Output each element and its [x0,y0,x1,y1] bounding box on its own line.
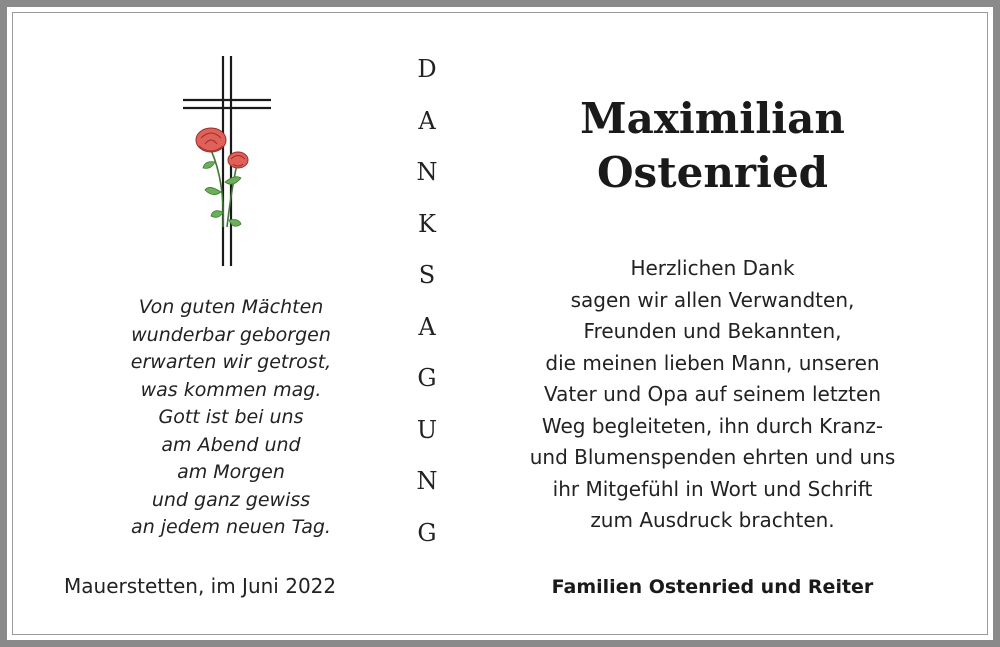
title-letter: K [418,209,436,238]
first-name: Maximilian [580,94,845,143]
message-line: Herzlichen Dank [630,256,795,280]
message-line: zum Ausdruck brachten. [590,508,835,532]
title-letter: D [417,55,437,83]
message-line: Freunden und Bekannten, [583,319,842,343]
last-name: Ostenried [596,148,829,197]
poem-line: am Abend und [161,433,301,456]
thank-you-message [490,253,935,537]
family-signature: Familien Ostenried und Reiter [551,576,874,598]
title-letter: A [418,312,436,341]
poem-line: wunderbar geborgen [131,323,331,346]
poem-line: am Morgen [177,461,285,483]
title-letter: U [416,415,438,444]
title-letter: N [416,467,438,495]
message-line: sagen wir allen Verwandten, [570,287,855,312]
vertical-title-danksagung [405,52,449,567]
message-line: die meinen lieben Mann, unseren [545,350,880,375]
poem-line: Von guten Mächten [138,296,324,318]
poem-line: erwarten wir getrost, [130,351,332,373]
poem-line: und ganz gewiss [151,488,311,511]
poem [96,294,366,542]
title-letter: N [416,158,438,186]
title-letter: G [417,518,437,547]
poem-line: Gott ist bei uns [158,406,304,428]
poem-line: was kommen mag. [140,378,322,401]
message-line: und Blumenspenden ehrten und uns [529,445,896,469]
cross-with-roses-icon [175,52,285,272]
deceased-name [500,92,925,200]
title-letter: G [417,364,437,392]
message-line: ihr Mitgefühl in Wort und Schrift [552,476,873,501]
message-line: Vater und Opa auf seinem letzten [543,382,882,406]
place-and-date: Mauerstetten, im Juni 2022 [64,574,337,598]
message-line: Weg begleiteten, ihn durch Kranz- [541,413,884,438]
title-letter: S [418,261,436,289]
title-letter: A [418,106,436,135]
poem-line: an jedem neuen Tag. [131,516,331,538]
